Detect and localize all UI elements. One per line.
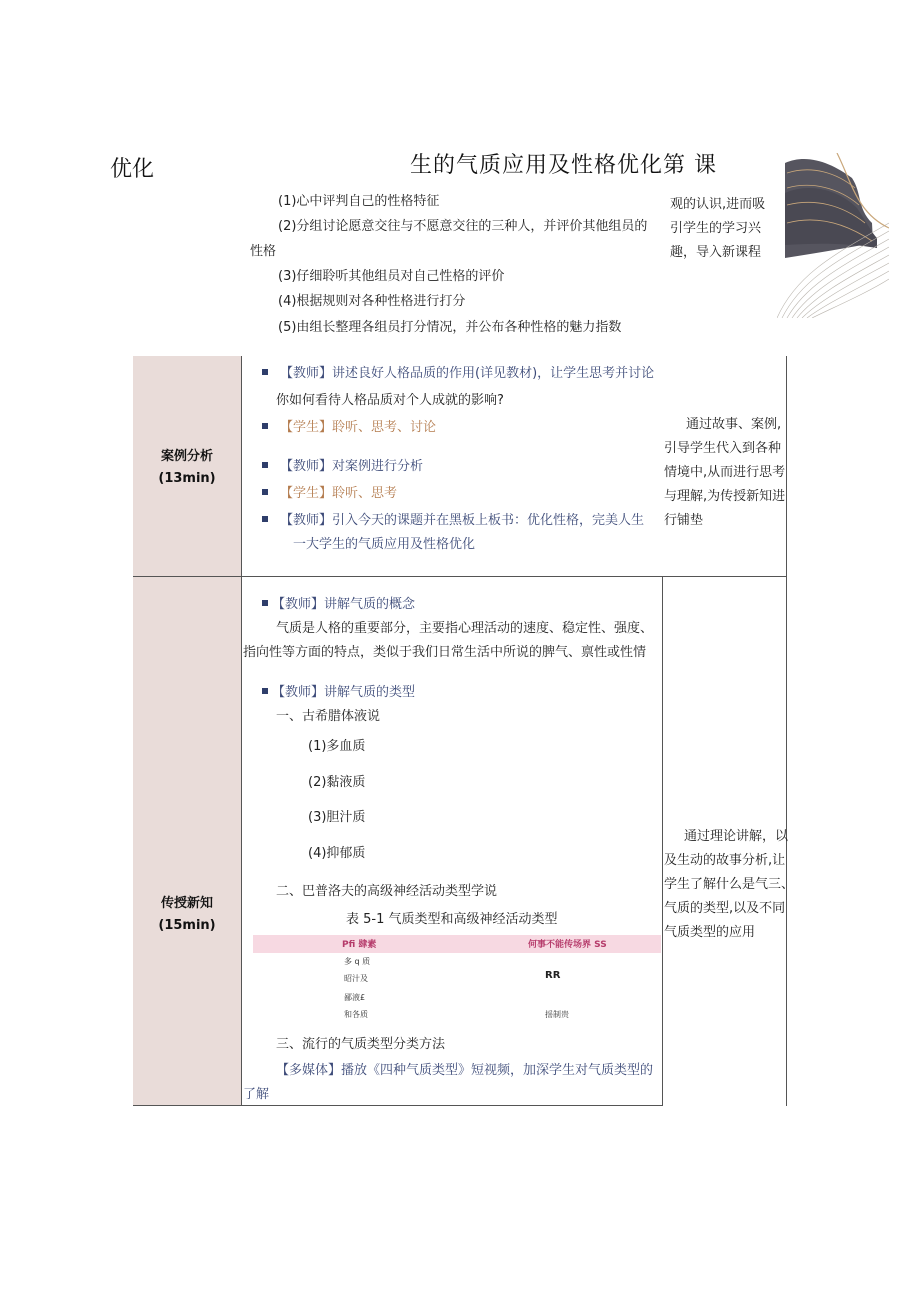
table-cell-r4c2: 揺制贵 bbox=[545, 1010, 569, 1019]
knowledge-note-3: 学生了解什么是气三、 bbox=[664, 877, 795, 892]
case-item-6: 【教师】引入今天的课题并在黑板上板书：优化性格，完美人生 bbox=[262, 509, 644, 528]
bullet-icon bbox=[262, 423, 268, 429]
media-line-a: 【多媒体】播放《四种气质类型》短视频，加深学生对气质类型的 bbox=[276, 1063, 654, 1078]
table-cell-r3c1: 鄙液£ bbox=[344, 993, 366, 1002]
bullet-icon bbox=[262, 516, 268, 522]
media-line-b: 了解 bbox=[243, 1087, 270, 1102]
case-note-1: 通过故事、案例, bbox=[686, 417, 782, 432]
top-note-1: 观的认识,进而吸 bbox=[670, 197, 766, 212]
case-item-7: 一大学生的气质应用及性格优化 bbox=[293, 537, 476, 552]
bullet-icon bbox=[262, 462, 268, 468]
table-vline-2 bbox=[662, 576, 663, 1106]
case-note-4: 与理解,为传授新知进 bbox=[664, 489, 786, 504]
top-note-3: 趣，导入新课程 bbox=[670, 245, 762, 260]
bullet-icon bbox=[262, 600, 268, 606]
case-stage-title bbox=[133, 446, 241, 490]
title-left: 优化 bbox=[110, 157, 155, 182]
knowledge-teacher-1: 【教师】讲解气质的概念 bbox=[262, 593, 415, 612]
case-item-4: 【教师】对案例进行分析 bbox=[262, 455, 423, 474]
step-2-cont: 性格 bbox=[250, 244, 277, 259]
knowledge-note-4: 气质的类型,以及不同 bbox=[664, 901, 786, 916]
step-4: (4)根据规则对各种性格进行打分 bbox=[278, 294, 466, 309]
case-stage-name: 案例分析 bbox=[160, 449, 213, 464]
knowledge-stage-cell bbox=[133, 577, 241, 1105]
table-header-2: 何事不能传场界 SS bbox=[528, 940, 607, 950]
knowledge-stage-name: 传授新知 bbox=[160, 896, 213, 911]
step-3: (3)仔细聆听其他组员对自己性格的评价 bbox=[278, 269, 505, 284]
table-vline-right bbox=[786, 356, 787, 1106]
knowledge-teacher-2: 【教师】讲解气质的类型 bbox=[262, 681, 415, 700]
knowledge-stage-duration: (15min) bbox=[158, 918, 216, 933]
type-1: (1)多血质 bbox=[308, 739, 366, 754]
case-note-3: 情境中,从而进行思考 bbox=[664, 465, 786, 480]
case-item-5: 【学生】聆听、思考 bbox=[262, 482, 397, 501]
knowledge-para-1a: 气质是人格的重要部分，主要指心理活动的速度、稳定性、强度、 bbox=[276, 621, 654, 636]
heading-humoral: 一、古希腊体液说 bbox=[276, 709, 381, 724]
bullet-icon bbox=[262, 688, 268, 694]
bullet-icon bbox=[262, 369, 268, 375]
table-cell-r2c1: 昭汁及 bbox=[344, 974, 368, 983]
knowledge-note-1: 通过理论讲解，以 bbox=[684, 829, 789, 844]
table-cell-r1c1: 多 q 质 bbox=[344, 957, 371, 966]
table-caption: 表 5-1 气质类型和高级神经活动类型 bbox=[346, 912, 558, 927]
knowledge-note-2: 及生动的故事分析,让 bbox=[664, 853, 786, 868]
type-4: (4)抑郁质 bbox=[308, 846, 366, 861]
step-2: (2)分组讨论愿意交往与不愿意交往的三种人，并评价其他组员的 bbox=[278, 219, 648, 234]
knowledge-para-1b: 指向性等方面的特点，类似于我们日常生活中所说的脾气、禀性或性情 bbox=[243, 645, 647, 660]
knowledge-stage-title bbox=[133, 893, 241, 937]
table-header-1: Pfi 肆素 bbox=[342, 940, 377, 950]
type-2: (2)黏液质 bbox=[308, 775, 366, 790]
case-stage-duration: (13min) bbox=[158, 471, 216, 486]
heading-pavlov: 二、巴普洛夫的高级神经活动类型学说 bbox=[276, 884, 498, 899]
table-vline-1 bbox=[241, 356, 242, 1106]
bullet-icon bbox=[262, 489, 268, 495]
case-note-2: 引导学生代入到各种 bbox=[664, 441, 782, 456]
step-1: (1)心中评判自己的性格特征 bbox=[278, 194, 440, 209]
top-note-2: 引学生的学习兴 bbox=[670, 221, 762, 236]
table-cell-r4c1: 和各质 bbox=[344, 1010, 368, 1019]
type-3: (3)胆汁质 bbox=[308, 810, 366, 825]
case-item-2: 你如何看待人格品质对个人成就的影响? bbox=[276, 393, 504, 408]
case-note-5: 行铺垫 bbox=[664, 513, 704, 528]
case-item-3: 【学生】聆听、思考、讨论 bbox=[262, 416, 436, 435]
knowledge-note-5: 气质类型的应用 bbox=[664, 925, 756, 940]
step-5: (5)由组长整理各组员打分情况，并公布各种性格的魅力指数 bbox=[278, 320, 622, 335]
case-item-1: 【教师】讲述良好人格品质的作用(详见教材)，让学生思考并讨论 bbox=[262, 362, 654, 381]
table-cell-r2c2: RR bbox=[545, 970, 561, 981]
page-title: 生的气质应用及性格优化第 课 bbox=[410, 153, 717, 178]
mountain-wave-icon bbox=[777, 153, 889, 318]
heading-popular: 三、流行的气质类型分类方法 bbox=[276, 1037, 446, 1052]
table-hline-1 bbox=[133, 576, 787, 577]
table-hline-bottom bbox=[133, 1105, 663, 1106]
